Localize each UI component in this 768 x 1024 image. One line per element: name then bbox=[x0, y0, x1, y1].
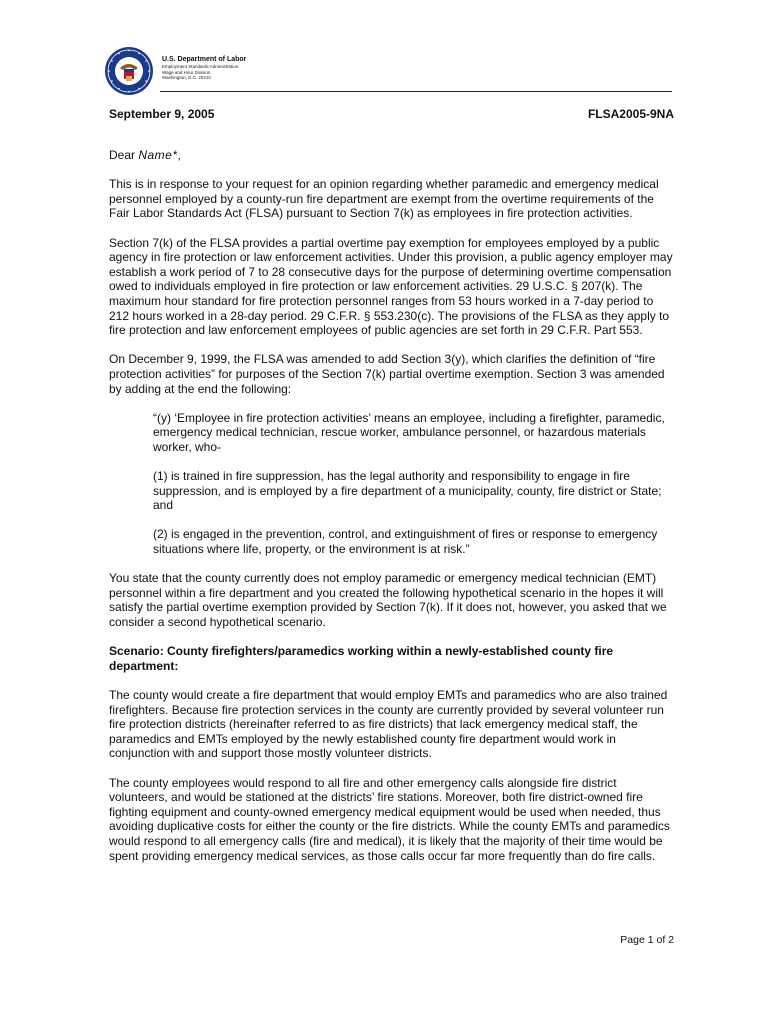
paragraph-request-scenario: You state that the county currently does not employ paramedic or emergency medical technician (EMT) personnel within a fire department and you created the following hypothetical scenario in the hopes it will satisfy the partial overtime exemption provided by Section 7(k). If it does not, however, you asked that we consider a second hypothetical scenario. bbox=[109, 571, 667, 629]
department-block bbox=[162, 55, 246, 81]
salutation-suffix: , bbox=[177, 148, 181, 162]
letterhead bbox=[104, 46, 672, 92]
department-name: U.S. Department of Labor bbox=[162, 56, 247, 63]
quote-definition: “(y) ‘Employee in fire protection activities’ means an employee, including a firefighter, paramedic, emergency medical technician, rescue worker, ambulance personnel, or hazardous materials worker, who- bbox=[153, 410, 665, 454]
paragraph-request: This is in response to your request for an opinion regarding whether paramedic and emergency medical personnel employed by a county-run fire department are exempt from the overtime requirements of the Fair Labor Standards Act (FLSA) pursuant to Section 7(k) as employees in fire protection activities. bbox=[109, 177, 659, 221]
paragraph-amendment: On December 9, 1999, the FLSA was amended to add Section 3(y), which clarifies the definition of “fire protection activities” for purposes of the Section 7(k) partial overtime exemption. Section 3 was amended by adding at the end the following: bbox=[109, 352, 665, 396]
letterhead-rule bbox=[160, 91, 672, 92]
quote-clause-2: (2) is engaged in the prevention, control, and extinguishment of fires or response to emergency situations where life, property, or the environment is at risk.” bbox=[153, 527, 658, 557]
paragraph-scenario-1: The county would create a fire department that would employ EMTs and paramedics who are also trained firefighters. Because fire protection services in the county are currently provided by several volunteer run fire protection districts (hereinafter referred to as fire districts) that lack emergency medical staff, the paramedics and EMTs employed by the newly established county fire department would work in conjunction with and support those mostly volunteer districts. bbox=[109, 687, 668, 761]
page-number: Page 1 of 2 bbox=[620, 934, 674, 946]
letter-date: September 9, 2005 bbox=[109, 107, 215, 121]
salutation bbox=[109, 148, 675, 163]
salutation-name: Name* bbox=[138, 148, 178, 162]
salutation-prefix: Dear bbox=[109, 148, 139, 162]
quote-clause-1: (1) is trained in fire suppression, has the legal authority and responsibility to engage in fire suppression, and is employed by a fire department of a municipality, county, fire district or State; and bbox=[153, 469, 662, 513]
address-line: Washington, D.C. 20210 bbox=[162, 75, 211, 81]
agency-line: Employment Standards Administration bbox=[162, 64, 239, 69]
department-of-labor-seal-icon bbox=[104, 46, 154, 96]
reference-number: FLSA2005-9NA bbox=[587, 107, 674, 121]
scenario-heading: Scenario: County firefighters/paramedics working within a newly-established county fire department: bbox=[109, 644, 614, 673]
paragraph-scenario-2: The county employees would respond to all fire and other emergency calls alongside fire district volunteers, and would be stationed at the districts’ fire stations. Moreover, both fire district-owned fire fighting equipment and county-owned emergency medical equipment would be used when needed, thus avoiding duplicative costs for either the county or the fire districts. While the county EMTs and paramedics would respond to all emergency calls (fire and medical), it is likely that the majority of their time would be spent providing emergency medical services, as those calls occur far more frequently than do fire calls. bbox=[109, 775, 670, 863]
paragraph-section-7k: Section 7(k) of the FLSA provides a partial overtime pay exemption for employees employed by a public agency in fire protection or law enforcement activities. Under this provision, a public agency employer may establish a work period of 7 to 28 consecutive days for the purpose of determining overtime compensation owed to individuals employed in fire protection or law enforcement activities. 29 U.S.C. § 207(k). The maximum hour standard for fire protection personnel ranges from 53 hours worked in a 7-day period to 212 hours worked in a 28-day period. 29 C.F.R. § 553.230(c). The provisions of the FLSA as they apply to fire protection and law enforcement employees of public agencies are set forth in 29 C.F.R. Part 553. bbox=[109, 235, 673, 338]
division-line: Wage and Hour Division bbox=[162, 69, 211, 75]
letter-body bbox=[109, 148, 675, 878]
